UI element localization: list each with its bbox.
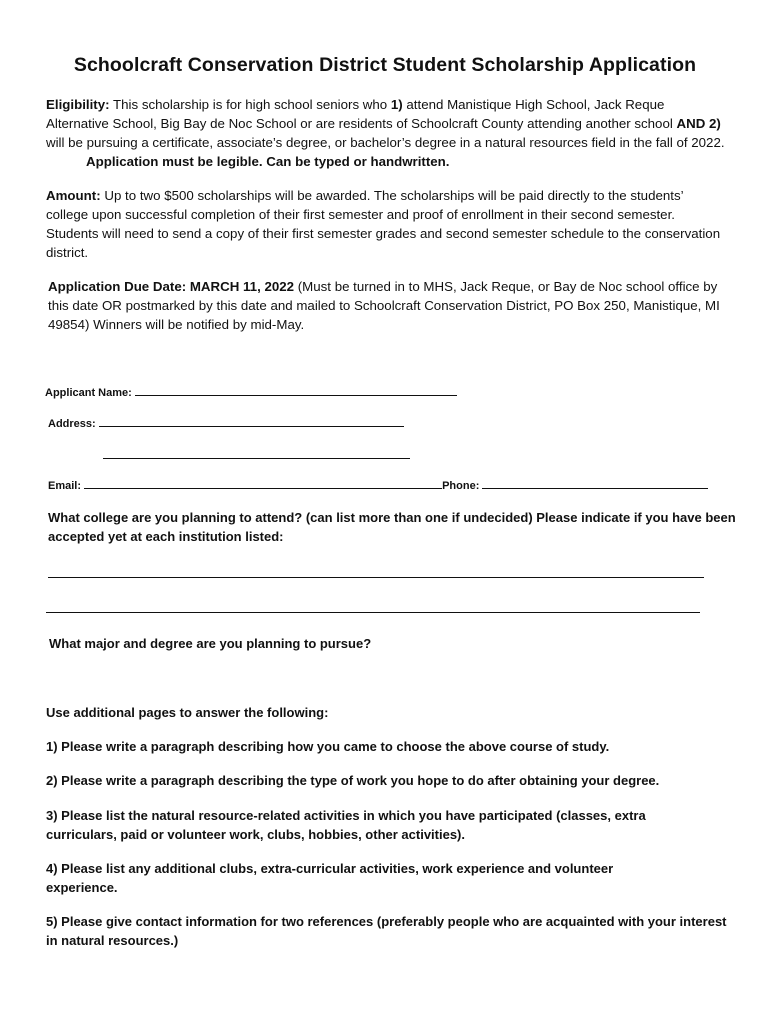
eligibility-text-1: This scholarship is for high school seniors who — [113, 97, 391, 112]
college-question: What college are you planning to attend? (can list more than one if undecided) Please indicate if you have been accepted yet at each institution listed: — [48, 510, 736, 544]
address-line-2[interactable] — [103, 458, 410, 459]
eligibility-label: Eligibility: — [46, 97, 110, 112]
legibility-note: Application must be legible. Can be typed or handwritten. — [86, 154, 450, 169]
applicant-name-label: Applicant Name: — [45, 387, 132, 399]
applicant-name-field[interactable] — [45, 385, 457, 399]
address-label: Address: — [48, 418, 96, 430]
question-4: 4) Please list any additional clubs, extra-curricular activities, work experience and volunteer experience. — [46, 861, 614, 895]
question-2: 2) Please write a paragraph describing the type of work you hope to do after obtaining your degree. — [46, 773, 660, 788]
phone-label: Phone: — [442, 480, 480, 492]
amount-text: Up to two $500 scholarships will be awarded. The scholarships will be paid directly to the students’ college upon successful completion of their first semester and proof of enrollment in their second semester. Students will need to send a copy of their first semester grades and second semester schedule to the conservation district. — [46, 188, 721, 260]
phone-line[interactable] — [482, 478, 708, 489]
email-label: Email: — [48, 480, 82, 492]
due-date-paragraph — [48, 277, 728, 334]
due-date-label: Application Due Date: MARCH 11, 2022 — [48, 279, 295, 294]
college-answer-line-2[interactable] — [46, 612, 700, 613]
amount-paragraph — [46, 186, 726, 262]
major-question: What major and degree are you planning to pursue? — [49, 636, 372, 651]
eligibility-condition-2: AND 2) — [676, 116, 721, 131]
eligibility-text-3: will be pursuing a certificate, associate’s degree, or bachelor’s degree in a natural resources field in the fall of 2022. — [46, 135, 725, 150]
address-field[interactable] — [48, 416, 404, 430]
page-title: Schoolcraft Conservation District Student Scholarship Application — [73, 54, 697, 76]
email-field[interactable] — [48, 478, 708, 492]
email-line[interactable] — [84, 478, 442, 489]
college-answer-line-1[interactable] — [48, 577, 704, 578]
applicant-name-line[interactable] — [135, 385, 457, 396]
eligibility-paragraph — [46, 95, 726, 171]
additional-pages-instruction: Use additional pages to answer the following: — [46, 705, 329, 720]
eligibility-text-2: attend Manistique High School, Jack Reque Alternative School, Big Bay de Noc School or are residents of Schoolcraft County attending another school — [46, 97, 677, 131]
due-date-text: (Must be turned in to MHS, Jack Reque, or Bay de Noc school office by this date OR postmarked by this date and mailed to Schoolcraft Conservation District, PO Box 250, Manistique, MI 49854) Winners will be notified by mid-May. — [48, 279, 720, 332]
amount-label: Amount: — [46, 188, 101, 203]
question-1: 1) Please write a paragraph describing how you came to choose the above course of study. — [46, 739, 610, 754]
address-line-1[interactable] — [99, 416, 404, 427]
question-3: 3) Please list the natural resource-related activities in which you have participated (classes, extra curriculars, paid or volunteer work, clubs, hobbies, other activities). — [46, 808, 646, 842]
question-5: 5) Please give contact information for two references (preferably people who are acquainted with your interest in natural resources.) — [46, 914, 727, 948]
eligibility-condition-1: 1) — [390, 97, 403, 112]
